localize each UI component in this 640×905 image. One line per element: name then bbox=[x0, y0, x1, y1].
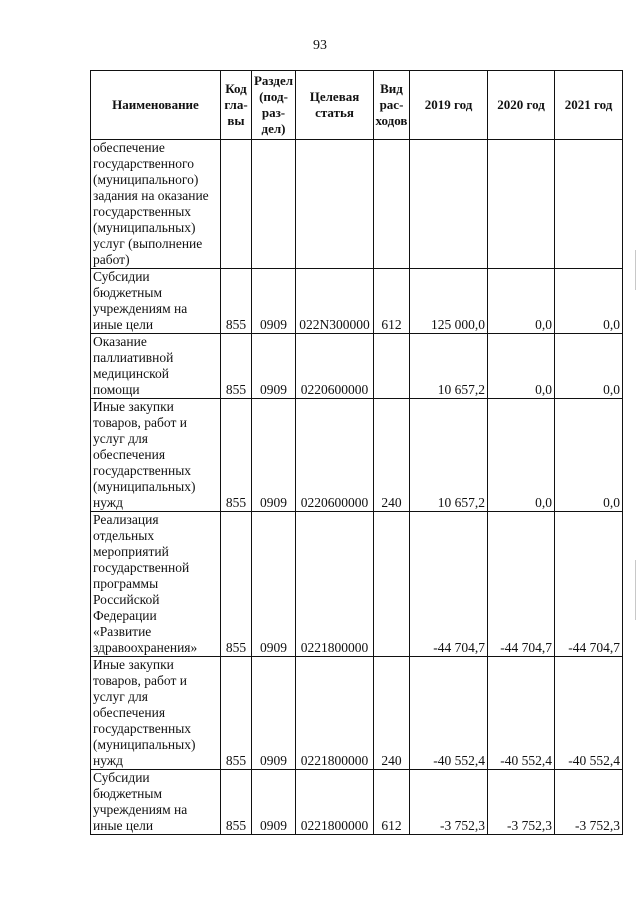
row-2019: 10 657,2 bbox=[410, 334, 488, 399]
row-2021 bbox=[555, 140, 623, 269]
row-chapter: 855 bbox=[221, 269, 252, 334]
header-2020: 2020 год bbox=[488, 71, 555, 140]
row-2021: 0,0 bbox=[555, 399, 623, 512]
row-name: Оказание паллиативной медицинской помощи bbox=[91, 334, 221, 399]
header-name: Наименование bbox=[91, 71, 221, 140]
row-section: 0909 bbox=[252, 269, 296, 334]
row-2021: 0,0 bbox=[555, 334, 623, 399]
table-header-row bbox=[91, 71, 623, 140]
row-target: 0220600000 bbox=[296, 399, 374, 512]
row-2020: -40 552,4 bbox=[488, 657, 555, 770]
budget-table bbox=[90, 70, 623, 835]
table-row bbox=[91, 334, 623, 399]
row-name: Субсидии бюджетным учреждениям на иные цели bbox=[91, 770, 221, 835]
row-section: 0909 bbox=[252, 657, 296, 770]
row-2020: 0,0 bbox=[488, 269, 555, 334]
row-section bbox=[252, 140, 296, 269]
row-section: 0909 bbox=[252, 334, 296, 399]
row-section: 0909 bbox=[252, 512, 296, 657]
row-2021: -44 704,7 bbox=[555, 512, 623, 657]
row-chapter: 855 bbox=[221, 399, 252, 512]
table-row bbox=[91, 770, 623, 835]
row-2019: -40 552,4 bbox=[410, 657, 488, 770]
row-name: Иные закупки товаров, работ и услуг для обеспечения государственных (муниципальных) нужд bbox=[91, 657, 221, 770]
page-number: 93 bbox=[313, 38, 327, 53]
row-target: 0220600000 bbox=[296, 334, 374, 399]
row-expense: 612 bbox=[374, 269, 410, 334]
row-2020: 0,0 bbox=[488, 334, 555, 399]
row-target: 0221800000 bbox=[296, 770, 374, 835]
table-row bbox=[91, 399, 623, 512]
row-2020: -3 752,3 bbox=[488, 770, 555, 835]
row-target: 022N300000 bbox=[296, 269, 374, 334]
row-2019: -44 704,7 bbox=[410, 512, 488, 657]
row-2020: 0,0 bbox=[488, 399, 555, 512]
row-2019 bbox=[410, 140, 488, 269]
table-row bbox=[91, 657, 623, 770]
row-chapter bbox=[221, 140, 252, 269]
row-2020: -44 704,7 bbox=[488, 512, 555, 657]
row-expense: 612 bbox=[374, 770, 410, 835]
header-chapter: Код гла-вы bbox=[221, 71, 252, 140]
row-chapter: 855 bbox=[221, 512, 252, 657]
row-name: Реализация отдельных мероприятий государственной программы Российской Федерации «Развитие здравоохранения» bbox=[91, 512, 221, 657]
header-2019: 2019 год bbox=[410, 71, 488, 140]
row-2021: -40 552,4 bbox=[555, 657, 623, 770]
table-row bbox=[91, 140, 623, 269]
scan-edge-mark bbox=[635, 560, 636, 620]
row-expense bbox=[374, 334, 410, 399]
table-row bbox=[91, 269, 623, 334]
row-2021: 0,0 bbox=[555, 269, 623, 334]
row-expense bbox=[374, 140, 410, 269]
row-chapter: 855 bbox=[221, 770, 252, 835]
row-chapter: 855 bbox=[221, 334, 252, 399]
header-section: Раздел (под-раз-дел) bbox=[252, 71, 296, 140]
row-name: Субсидии бюджетным учреждениям на иные цели bbox=[91, 269, 221, 334]
row-section: 0909 bbox=[252, 770, 296, 835]
row-target: 0221800000 bbox=[296, 657, 374, 770]
table-row bbox=[91, 512, 623, 657]
row-section: 0909 bbox=[252, 399, 296, 512]
row-name: обеспечение государственного (муниципального) задания на оказание государственных (муниципальных) услуг (выполнение работ) bbox=[91, 140, 221, 269]
row-2019: -3 752,3 bbox=[410, 770, 488, 835]
row-name: Иные закупки товаров, работ и услуг для обеспечения государственных (муниципальных) нужд bbox=[91, 399, 221, 512]
row-2021: -3 752,3 bbox=[555, 770, 623, 835]
row-2019: 125 000,0 bbox=[410, 269, 488, 334]
row-2019: 10 657,2 bbox=[410, 399, 488, 512]
row-chapter: 855 bbox=[221, 657, 252, 770]
row-expense: 240 bbox=[374, 657, 410, 770]
header-2021: 2021 год bbox=[555, 71, 623, 140]
header-target: Целевая статья bbox=[296, 71, 374, 140]
row-expense bbox=[374, 512, 410, 657]
row-2020 bbox=[488, 140, 555, 269]
row-target bbox=[296, 140, 374, 269]
scan-edge-mark bbox=[635, 250, 636, 290]
header-expense: Вид рас-ходов bbox=[374, 71, 410, 140]
row-target: 0221800000 bbox=[296, 512, 374, 657]
row-expense: 240 bbox=[374, 399, 410, 512]
